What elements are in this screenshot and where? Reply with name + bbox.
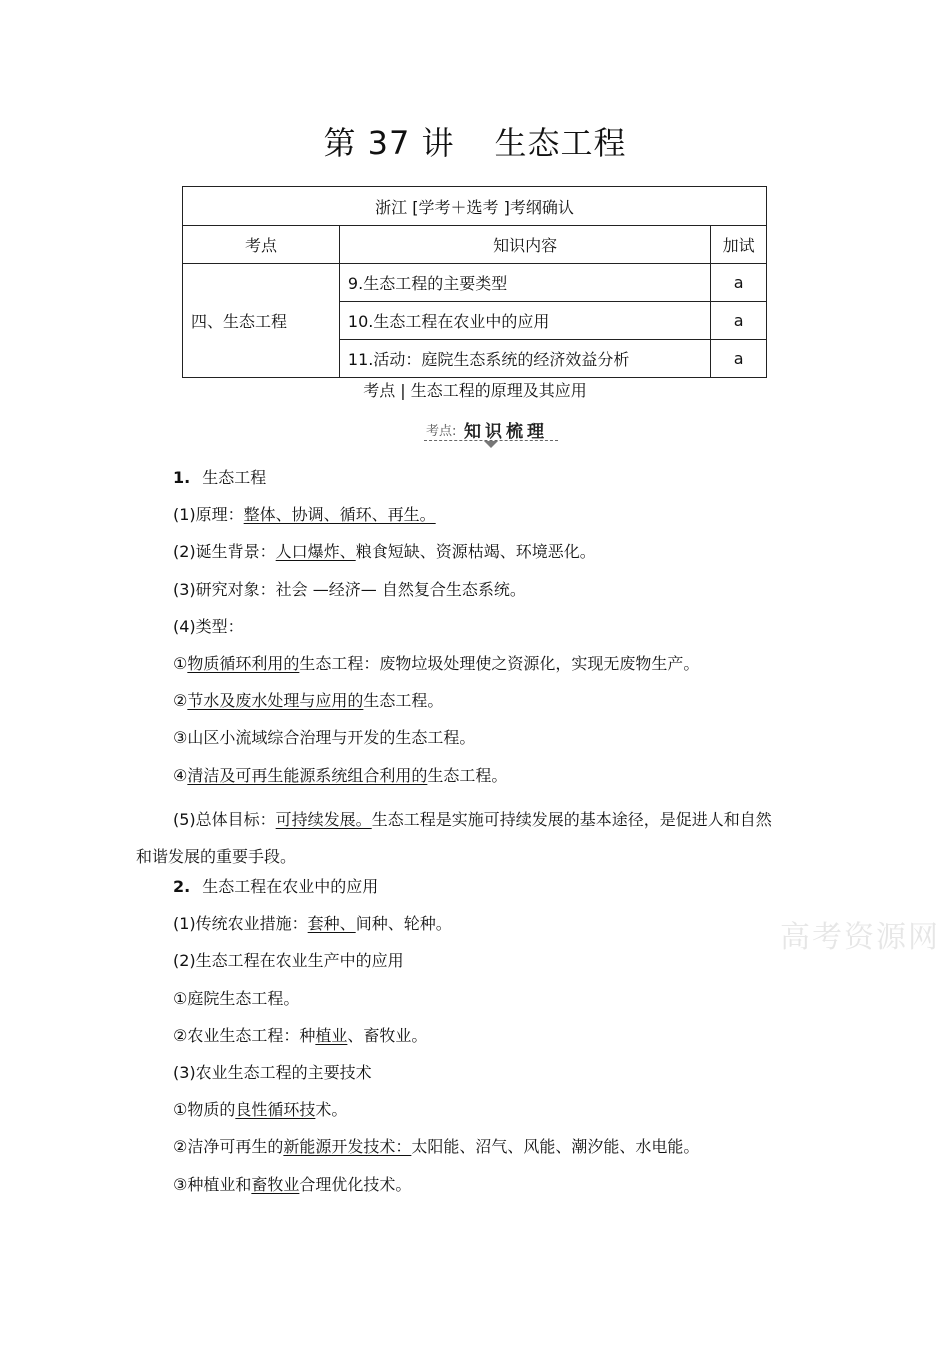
- heading-2: 2. 生态工程在农业中的应用: [173, 877, 379, 897]
- knowledge-review-badge: [424, 416, 560, 450]
- table-caption: 浙江 [学考＋选考 ]考纲确认: [183, 187, 767, 226]
- text-line: (3)研究对象：社会 —经济— 自然复合生态系统。: [173, 579, 526, 599]
- section-title: 考点 | 生态工程的原理及其应用: [363, 381, 587, 400]
- lecture-topic: 生态工程: [494, 124, 627, 162]
- badge-prefix: 考点:: [426, 424, 457, 439]
- text-line: (3)农业生态工程的主要技术: [173, 1063, 372, 1083]
- header-topic: 考点: [183, 226, 340, 264]
- badge-label: 知识梳理: [464, 422, 548, 442]
- notes-body: [136, 466, 776, 1210]
- content-cell: 10.生态工程在农业中的应用: [339, 302, 710, 340]
- text-line: (2)生态工程在农业生产中的应用: [173, 951, 404, 971]
- text-line: (1)传统农业措施：套种、间种、轮种。: [173, 914, 452, 934]
- heading-1: 1. 生态工程: [173, 468, 267, 487]
- text-line: (4)类型：: [173, 616, 244, 636]
- text-line: ②农业生态工程：种植业、畜牧业。: [173, 1025, 428, 1045]
- text-line: ③种植业和畜牧业合理优化技术。: [173, 1174, 412, 1194]
- text-line: ①物质循环利用的生态工程：废物垃圾处理使之资源化，实现无废物生产。: [173, 653, 700, 673]
- topic-cell: 四、生态工程: [183, 264, 340, 378]
- text-line: (2)诞生背景：人口爆炸、粮食短缺、资源枯竭、环境恶化。: [173, 542, 596, 562]
- text-line: ②节水及废水处理与应用的生态工程。: [173, 691, 444, 711]
- header-extra: 加试: [711, 226, 767, 264]
- text-line: ③山区小流域综合治理与开发的生态工程。: [173, 728, 476, 748]
- grade-cell: a: [711, 302, 767, 340]
- content-cell: 9.生态工程的主要类型: [339, 264, 710, 302]
- lecture-number: 第 37 讲: [323, 124, 455, 162]
- content-cell: 11.活动：庭院生态系统的经济效益分析: [339, 340, 710, 378]
- text-line: ①庭院生态工程。: [173, 988, 300, 1008]
- text-paragraph: (5)总体目标：可持续发展。生态工程是实施可持续发展的基本途径，是促进人和自然和谐发展的重要手段。: [136, 809, 772, 866]
- table-row: [183, 264, 767, 302]
- watermark: 高考资源网: [780, 920, 940, 955]
- page-title: [0, 118, 950, 164]
- syllabus-table: [182, 186, 767, 378]
- text-line: (1)原理：整体、协调、循环、再生。: [173, 505, 436, 525]
- text-line: ④清洁及可再生能源系统组合利用的生态工程。: [173, 765, 508, 785]
- grade-cell: a: [711, 340, 767, 378]
- text-line: ②洁净可再生的新能源开发技术：太阳能、沼气、风能、潮汐能、水电能。: [173, 1137, 700, 1157]
- triangle-down-icon: [484, 441, 498, 448]
- table-header-row: [183, 226, 767, 264]
- header-content: 知识内容: [339, 226, 710, 264]
- text-line: ①物质的良性循环技术。: [173, 1100, 348, 1120]
- grade-cell: a: [711, 264, 767, 302]
